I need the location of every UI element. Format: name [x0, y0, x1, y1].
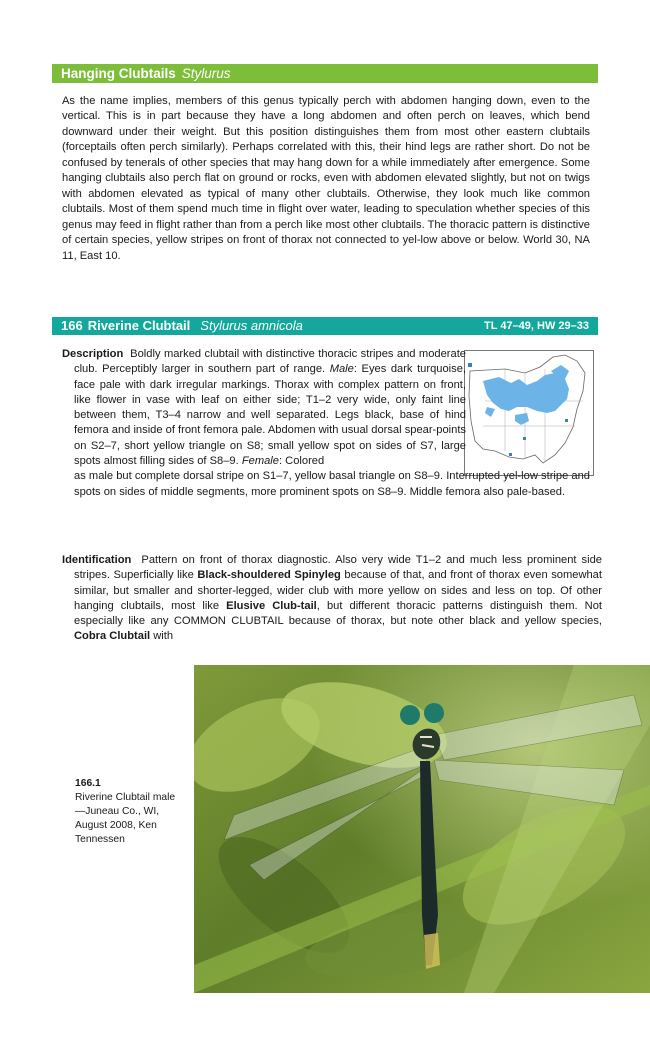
species-header: [52, 317, 598, 335]
species-number: 166: [61, 318, 83, 333]
genus-header: [52, 64, 598, 83]
identification-section: [62, 553, 602, 645]
description-upper: [62, 347, 466, 469]
ref-cobra-clubtail: Cobra Clubtail: [74, 630, 151, 643]
genus-scientific-name: Stylurus: [181, 66, 231, 81]
photo-caption: [75, 777, 185, 847]
description-s1: Boldly marked clubtail with distinctive thoracic stripes and moderate club. Perceptibly larger in southern part of range.: [74, 348, 466, 376]
male-label: Male: [329, 363, 354, 376]
species-measurements: TL 47–49, HW 29–33: [484, 320, 589, 332]
identification-label: Identification: [62, 554, 132, 566]
description-section: [62, 347, 590, 500]
description-s2: : Eyes dark turquoise, face pale with dark irregular markings. Thorax with complex pattern on front, like flower in vase with leaf on either side; T1–2 very wide, only faint line between them, T3–4 narrow and well separated. Legs black, base of hind femora and inside of front femora pale. Abdomen with usual dorsal spear-points on S2–7, short yellow triangle on S8; small yellow spot on sides of S7, large spots almost filling sides of S8–9.: [74, 363, 466, 468]
identification-t4: with: [153, 630, 174, 643]
genus-description: As the name implies, members of this genus typically perch with abdomen hanging down, even to the vertical. This is in part because they have a long abdomen and often perch on leaves, which bend downward under their weight. But this position distinguishes them from most other eastern clubtails (forceptails often perch similarly). Perhaps correlated with this, their hind legs are rather short. Do not be confused by tenerals of other species that may hang down for a while immediately after emergence. Some hanging clubtails also perch flat on ground or rocks, even with abdomen elevated slightly, but not on twigs with abdomen elevated as typical of many other clubtails. Otherwise, they look much like common clubtails. Most of them spend much time in flight over water, leading to speculation whether species of this genus may feed in flight rather than from a perch like most other clubtails. The thoracic pattern is distinctive of certain species, yellow stripes on front of thorax not connected to yel-low above or below. World 30, NA 11, East 10.: [62, 95, 590, 262]
species-scientific-name: Stylurus amnicola: [200, 318, 303, 333]
description-s3: : Colored: [278, 455, 325, 468]
description-lower: as male but complete dorsal stripe on S1–7, yellow basal triangle on S8–9. Interrupted yel-low stripe and spots on sides of middle segments, more prominent spots on S8–9. Middle femora also pale-based.: [74, 470, 590, 498]
description-label: Description: [62, 348, 124, 360]
dragonfly-photo: [194, 665, 650, 993]
female-label: Female: [241, 455, 279, 468]
dragonfly-photo-graphic: [194, 665, 650, 993]
ref-black-shouldered-spinyleg: Black-shouldered Spinyleg: [197, 569, 341, 582]
caption-text: Riverine Clubtail male—Juneau Co., WI, August 2008, Ken Tennessen: [75, 792, 176, 845]
identification-t1: Pattern on front of thorax diagnostic. Also very wide T1–2 and much less prominent side stripes. Superficially like: [74, 554, 602, 582]
caption-number: 166.1: [75, 778, 101, 789]
species-common-name: Riverine Clubtail: [87, 318, 191, 333]
identification-t2: because of that, and front of thorax even somewhat similar, but smaller and shorter-legged, wider club with more yellow on sides and less on top. Of other hanging clubtails, most like: [74, 569, 602, 612]
identification-t3: , but different thoracic patterns distinguish them. Not especially like any COMMON CLUBTAIL because of thorax, but note other black and yellow species,: [74, 599, 602, 628]
genus-common-name: Hanging Clubtails: [61, 66, 176, 81]
ref-elusive-clubtail: Elusive Club-tail: [226, 599, 317, 612]
